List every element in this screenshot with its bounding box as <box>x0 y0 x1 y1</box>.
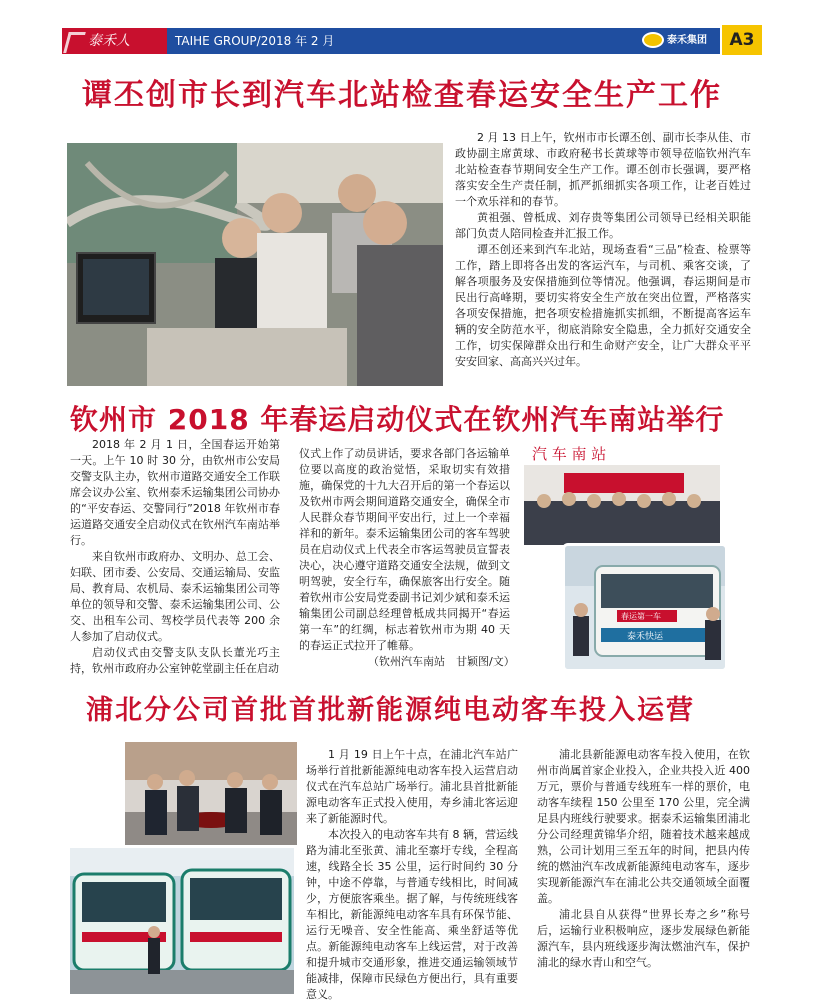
article2-title: 钦州市 2018 年春运启动仪式在钦州汽车南站举行 <box>70 403 725 436</box>
bus-livery-text: 泰禾快运 <box>627 632 664 642</box>
article1-paragraph: 谭丕创还来到汽车北站，现场查看“三品”检查、检票等工作，踏上即将各出发的客运汽车，与司机、乘客交谈，了解各项服务及安保措施到位等情况。他强调，春运期间是市民出行高峰期，要切实将安全生产放在突出位置，严格落实各项安保措施，把各项安检措施抓实抓细，不断提高客运车辆的安全防范水平，彻底消除安全隐患，全力抓好交通安全工作，切实保障群众出行和生命财产安全，让广大群众平平安安回家、高高兴兴过年。 <box>455 243 751 368</box>
article2-photo-ceremony <box>524 441 720 545</box>
article3-column-2 <box>537 747 750 971</box>
article1-body <box>455 130 751 370</box>
station-banner-text: 汽 车 南 站 <box>532 445 607 463</box>
article3-paragraph: 浦北县新能源电动客车投入使用，在钦州市尚属首家企业投入，企业共投入近 400 万元，票价与普通专线班车一样的票价，电动客车续程 150 公里至 170 公里，完全满足县内班线行驶要求。据泰禾运输集团浦北分公司经理黄锦华介绍，随着技术越来越成熟，公司计划用三至五年的时间，把县内传统的燃油汽车改成新能源纯电动客车，逐步实现新能源汽车在浦北公共交通领域全面覆盖。 <box>537 748 750 905</box>
article2-paragraph: 来自钦州市政府办、文明办、总工会、妇联、团市委、公安局、交通运输局、安监局、教育局、农机局、泰禾运输集团公司等单位的领导和交警、泰禾运输集团公司、公交、出租车公司、驾校学员代表等 200 余人参加了启动仪式。 <box>70 550 280 643</box>
article1-photo <box>67 143 443 386</box>
article2-column-1 <box>70 437 280 677</box>
article1-title: 谭丕创市长到汽车北站检查春运安全生产工作 <box>82 78 722 113</box>
taihe-logo <box>642 31 707 51</box>
article3-title: 浦北分公司首批首批新能源纯电动客车投入运营 <box>86 695 695 726</box>
article1-paragraph: 2 月 13 日上午，钦州市市长谭丕创、副市长李从佳、市政协副主席黄球、市政府秘书长黄球等市领导莅临钦州汽车北站检查春节期间安全生产工作。谭丕创市长强调，要严格落实安全生产责任制，抓严抓细抓实各项工作，让老百姓过一个欢乐祥和的春节。 <box>455 131 751 208</box>
article2-photo-bus <box>562 543 728 672</box>
article3-column-1 <box>306 747 518 1003</box>
article2-paragraph: 启动仪式由交警支队支队长董光巧主持，钦州市政府办公室钟乾堂副主任在启动 <box>70 646 280 675</box>
page-number: A3 <box>722 25 762 55</box>
page-header <box>62 28 762 54</box>
article3-paragraph: 1 月 19 日上午十点，在浦北汽车站广场举行首批新能源纯电动客车投入运营启动仪式在汽车总站广场举行。浦北县首批新能源电动客车正式投入使用，寿乡浦北客运迎来了新能源时代。 <box>306 748 518 825</box>
article3-photo-ceremony <box>125 742 297 845</box>
article2-column-2 <box>299 446 510 654</box>
logo-text: 泰禾集团 <box>667 35 707 46</box>
article3-photo-buses <box>70 848 294 994</box>
taihe-logo-icon <box>642 32 664 48</box>
brand-label: 泰禾人 <box>62 28 167 54</box>
article3-paragraph: 浦北县自从获得“世界长寿之乡”称号后，运输行业积极响应，逐步发展绿色新能源汽车，县内班线逐步淘汰燃油汽车，保护浦北的绿水青山和空气。 <box>537 908 750 969</box>
article2-paragraph: 2018 年 2 月 1 日，全国春运开始第一天。上午 10 时 30 分，由钦州市公安局交警支队主办，钦州市道路交通安全工作联席会议办公室、钦州泰禾运输集团公司协办的“平安春运、交警同行”2018 年钦州市春运道路交通安全启动仪式在钦州汽车南站举行。 <box>70 438 280 547</box>
spring-first-bus-sign: 春运第一车 <box>621 612 661 621</box>
article1-paragraph: 黄祖强、曾柢成、刘存贵等集团公司领导已经相关职能部门负责人陪同检查并汇报工作。 <box>455 211 751 240</box>
group-date-label: TAIHE GROUP/2018 年 2 月 <box>167 28 720 54</box>
article2-paragraph: 仪式上作了动员讲话，要求各部门各运输单位要以高度的政治觉悟，采取切实有效措施，确保党的十九大召开后的第一个春运以及钦州市两会期间道路交通安全，确保全市人民群众春节期间平安出行，过上一个幸福祥和的新年。泰禾运输集团公司的客车驾驶员在启动仪式上代表全市客运驾驶员宣誓表决心，决心遵守道路交通安全法规，做到文明驾驶，安全行车，确保旅客出行安全。随着钦州市公安局党委副书记刘少斌和泰禾运输集团公司副总经理曾柢成共同揭开“春运第一车”的红绸，标志着钦州市为期 40 天的春运正式拉开了帷幕。 <box>299 447 510 652</box>
article2-byline: （钦州汽车南站 甘颖图/文） <box>368 655 515 668</box>
article3-paragraph: 本次投入的电动客车共有 8 辆，营运线路为浦北至张黄、浦北至寨圩专线，全程高速，线路全长 35 公里，运行时间约 30 分钟，中途不停靠，与普通专线相比，时间减少，方便旅客乘坐。据了解，与传统班线客车相比，新能源纯电动客车具有环保节能、运行无噪音、安全性能高、乘坐舒适等优点。新能源纯电动客车上线运营，对于改善和提升城市交通形象，推进交通运输领域节能减排，保障市民绿色方便出行，具有重要意义。 <box>306 828 518 1001</box>
